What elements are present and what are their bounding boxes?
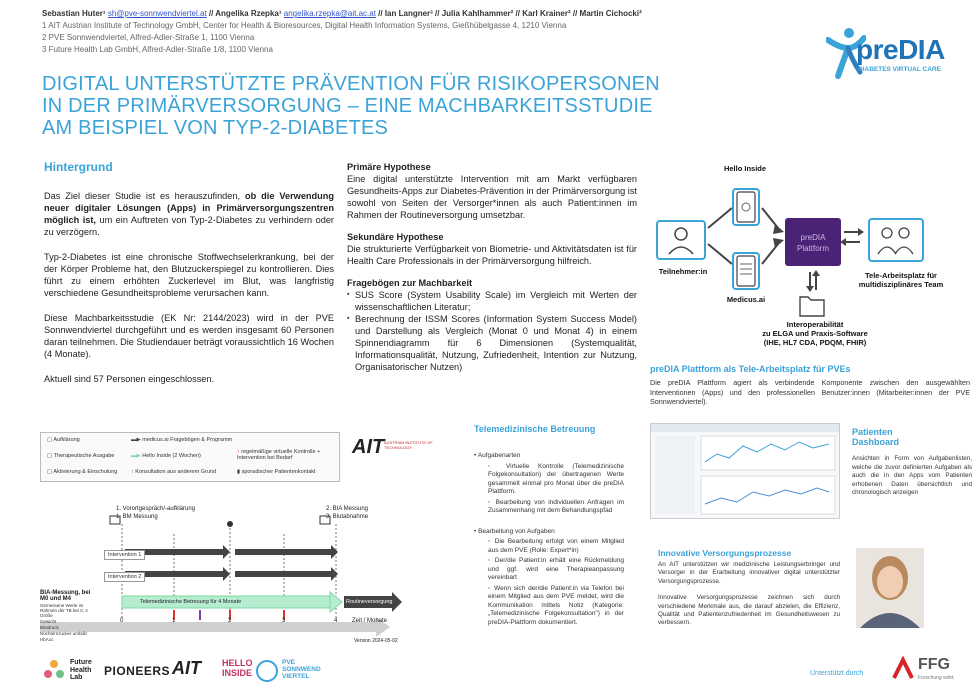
bia-item: Gewicht	[40, 619, 57, 624]
bia-item: Nüchternzucker umfaßt HbA1c	[40, 631, 87, 642]
routine-arrow-label: Routineversorgung	[346, 599, 393, 605]
architecture-diagram	[650, 160, 970, 360]
background-section	[44, 160, 334, 385]
paragraph: Das Ziel dieser Studie ist es herauszufinden, ob die Verwendung neuer digitaler Lösungen (Apps) in Primärversorgungszentren möglich ist, um ein Auftreten von Typ-2-Diabetes zu verhindern oder zu verzögern.	[44, 191, 334, 237]
section-heading: Hintergrund	[44, 160, 113, 174]
dashboard-caption	[852, 427, 972, 498]
list-item: ◦ Die Bearbeitung erfolgt von einem Mitglied aus dem PVE (Rolle: Expert*in)	[488, 538, 624, 554]
hypotheses-section	[347, 161, 637, 373]
innovation-section	[658, 548, 840, 628]
author-email-link[interactable]: angelika.rzepka@ait.ac.at	[283, 9, 376, 18]
hypothesis-text: Eine digital unterstützte Intervention mit am Markt verfügbaren Gesundheits-Apps zur Diabetes-Prävention in der Primärversorgung ist sowohl von Seiten der Versorger*innen als auch Patient:innen im Rahmen der Routineversorgung umsetzbar.	[347, 174, 637, 220]
list-heading: • Bearbeitung von Aufgaben	[474, 527, 555, 535]
ffg-text: FFG	[918, 656, 950, 673]
smartphone-icon	[734, 254, 758, 288]
list-item: ▪ SUS Score (System Usability Scale) im Vergleich mit Werten der wissenschaftlichen Literatur;	[347, 289, 637, 313]
ffg-mark-icon	[890, 656, 916, 682]
paragraph: Die preDIA Plattform agiert als verbindende Komponente zwischen den ausgewählten Interventionen (Apps) und den professionellen Benutzer:innen (Mitarbeiter:innen der PVE Sonnwendviertel).	[650, 378, 970, 406]
hello-inside-logo: HELLO INSIDE	[222, 658, 253, 678]
author-names: Sebastian Huter¹	[42, 9, 106, 18]
smartphone-icon	[734, 190, 758, 224]
timeline-figure	[40, 424, 440, 654]
legend-item: ↑ regelmäßige virtuelle Kontrolle + Intervention bei Bedarf	[237, 449, 321, 461]
ffg-logo	[890, 656, 970, 686]
timeline-milestone: 1. BM Messung	[116, 514, 158, 520]
list-item: ◦ Bearbeitung von individuellen Anfragen im Zusammenhang mit dem Behandlungspfad	[488, 498, 624, 514]
legend-item: ▬▶ Hello Inside (2 Wochen)	[131, 453, 201, 459]
section-heading: preDIA Plattform als Tele-Arbeitsplatz für PVEs	[650, 364, 851, 374]
questionnaire-list	[347, 289, 637, 373]
axis-tick: 2	[228, 618, 232, 624]
paragraph: An AIT unterstützen wir medizinische Leistungserbringer und Versorger in der Erarbeitung innovativer digital unterstützter Versorgungsprozesse.	[658, 561, 840, 585]
section-heading: Innovative Versorgungsprozesse	[658, 548, 792, 558]
predia-logo	[826, 22, 966, 82]
axis-tick: 4	[334, 618, 338, 624]
folder-icon	[798, 292, 826, 318]
timeline-milestone: 2. BIA Messung	[326, 506, 369, 512]
pve-logo: PVE SONNWEND VIERTEL	[282, 659, 321, 680]
logo-tagline: DIABETES VIRTUAL CARE	[858, 66, 941, 73]
person-icon	[658, 222, 704, 258]
interop-label: Interoperabilität zu ELGA und Praxis-Software (IHE, HL7 CDA, PDQM, FHIR)	[762, 320, 868, 347]
telemed-tasks	[474, 452, 624, 627]
bia-sub: Gemessene Werte im Rahmen der TB bei 0, 4	[40, 603, 88, 613]
doctors-icon	[870, 220, 922, 260]
platform-section	[650, 364, 970, 407]
intervention-label: Intervention 1	[104, 550, 145, 560]
author-block	[42, 8, 782, 56]
legend-item: ▢ Aufklärung	[47, 437, 80, 443]
list-item: ▪ Berechnung der ISSM Scores (Information System Success Model) und Darstellung als Vergleich (Monat 0 und Monat 4) in einem Spinnendiagramm für 6 Dimensionen (Systemqualität, Informationsqualität, Nutzung, Zufriedenheit, Intention zur Nutzung, Organisatorischer Nutzen)	[347, 313, 637, 373]
bia-item: Blutdruck	[40, 625, 59, 630]
pve-circle-icon	[256, 660, 278, 682]
bia-box	[40, 590, 100, 643]
timeline-milestone: 1. Vorortgespräch/-aufklärung	[116, 506, 196, 512]
dashboard-chart-icon	[651, 432, 839, 518]
ffg-sub: Forschung wirkt.	[918, 675, 955, 681]
future-health-lab-logo: Future Health Lab	[70, 659, 92, 681]
legend-item: ▮ sporadischer Patientenkontakt	[237, 469, 316, 475]
predia-platform-box: preDIA Plattform	[785, 218, 841, 266]
hypothesis-heading: Primäre Hypothese	[347, 162, 431, 172]
affiliation: 2 PVE Sonnwendviertel, Alfred-Adler-Straße 1, 1100 Vienna	[42, 33, 255, 42]
medicus-app	[732, 252, 760, 290]
timeline-legend	[40, 432, 340, 482]
hypothesis-text: Die strukturierte Verfügbarkeit von Biometrie- und Aktivitätsdaten ist für Health Care Professionals in der Primärversorgung hilfreich.	[347, 244, 637, 266]
list-item: ◦ Virtuelle Kontrolle (Telemedizinische Folgekonsultation) der übertragenen Werte gesammelt einmal pro Monat über die preDIA Plattform.	[488, 462, 624, 495]
timeline-milestone: 3. Blutabnahme	[326, 514, 369, 520]
paragraph: Innovative Versorgungsprozesse zeichnen sich durch verschiedene Merkmale aus, die darauf abzielen, die Effizienz, Qualität und Patientenzufriedenheit im Gesundheitswesen zu verbessern.	[658, 594, 840, 627]
poster-title	[42, 73, 702, 139]
portrait-photo	[856, 548, 924, 628]
paragraph: Aktuell sind 57 Personen eingeschlossen.	[44, 374, 215, 384]
author-email-link[interactable]: sh@pve-sonnwendviertel.at	[107, 9, 207, 18]
paragraph: Diese Machbarkeitsstudie (EK Nr: 2144/2023) wird in der PVE Sonnwendviertel durchgeführt und es werden insgesamt 60 Personen daran teilnehmen. Die Studiendauer beträgt voraussichtlich 16 Wochen (4 Monate).	[44, 313, 334, 359]
footer-logos	[42, 656, 402, 686]
medicus-label: Medicus.ai	[726, 295, 766, 304]
hello-inside-label: Hello Inside	[723, 164, 767, 173]
legend-item: ▬▶ medicus.ai Fragebögen & Programm	[131, 437, 233, 443]
paragraph: Ansichten in Form von Aufgabenlisten, welche die zuvor definierten Aufgaben als auch die in den Apps vom Patienten erhobenen Daten übersichtlich und chronologisch anzeigen	[852, 455, 972, 496]
author-portrait	[856, 548, 924, 628]
ait-footer-logo: AIT	[172, 658, 201, 678]
section-heading: Telemedizinische Betreuung	[474, 424, 596, 434]
questionnaire-heading: Fragebögen zur Machbarkeit	[347, 278, 473, 288]
list-item: ◦ Der/die Patient:in erhält eine Rückmeldung und ggf. wird eine Therapieanpassung vereinbart	[488, 557, 624, 581]
telemed-arrow-label: Telemedizinische Betreuung für 4 Monate	[140, 599, 242, 605]
tele-workplace-box	[868, 218, 924, 262]
version-label: Version 2024-05-02	[354, 638, 398, 644]
title-line: IN DER PRIMÄRVERSORGUNG – EINE MACHBARKEITSSTUDIE	[42, 95, 653, 117]
axis-tick: 0	[120, 618, 124, 624]
author-names: // Angelika Rzepka¹	[208, 9, 282, 18]
legend-item: ▢ Therapeutische Ausgabe	[47, 453, 115, 459]
title-line: AM BEISPIEL VON TYP-2-DIABETES	[42, 117, 389, 139]
affiliation: 3 Future Health Lab GmbH, Alfred-Adler-Straße 1/8, 1100 Vienna	[42, 45, 273, 54]
title-line: DIGITAL UNTERSTÜTZTE PRÄVENTION FÜR RISIKOPERSONEN	[42, 73, 660, 95]
legend-item: ▢ Aktivierung & Einschulung	[47, 469, 118, 475]
participant-label: Teilnehmer:in	[658, 267, 708, 276]
logo-brand: preDIA	[856, 34, 945, 65]
section-heading: Dashboard	[852, 437, 900, 447]
participant-box	[656, 220, 706, 260]
ait-logo-sub: AUSTRIAN INSTITUTE OF TECHNOLOGY	[384, 440, 433, 450]
dashboard-screenshot	[650, 423, 840, 519]
axis-tick: 3	[282, 618, 286, 624]
bia-heading: BIA-Messung, bei M0 und M4	[40, 590, 91, 602]
axis-label: Zeit / Monate	[352, 618, 388, 624]
hypothesis-heading: Sekundäre Hypothese	[347, 232, 444, 242]
affiliation: 1 AIT Austrian Institute of Technology GmbH, Center for Health & Bioresources, Digital Health Information Systems, Gießhübelgasse 4, 1210 Vienna	[42, 21, 567, 30]
section-heading: Patienten	[852, 427, 893, 437]
telemed-section	[474, 424, 624, 627]
list-item: ◦ Wenn sich der/die Patient:in via Telefon bei einem Mitglied aus dem PVE meldet, wird die Kommunikation mittels Notiz (Kategorie: „Telemedizinische Folgekonsultation") in der preDIA-Plattform dokumentiert.	[488, 584, 624, 626]
hello-inside-app	[732, 188, 760, 226]
author-names: // Ian Langner³ // Julia Kahlhammer² // Karl Krainer² // Martin Cichocki²	[378, 9, 642, 18]
pioneers-logo: PIONEERS	[104, 664, 171, 678]
future-health-lab-icon	[42, 658, 66, 682]
ait-logo: AIT	[352, 436, 385, 458]
list-heading: • Aufgabenarten	[474, 452, 521, 459]
paragraph: Typ-2-Diabetes ist eine chronische Stoffwechselerkrankung, bei der der Körper Probleme hat, den Blutzuckerspiegel zu kontrollieren. Dies führt zu einem erhöhten Zuckerlevel im Blut, was langfristig verschiedene Gesundheitsprobleme verursachen kann.	[44, 252, 334, 298]
bia-item: Größe	[40, 613, 53, 618]
intervention-label: Intervention 2	[104, 572, 145, 582]
axis-tick: 1	[172, 618, 176, 624]
tele-workplace-label: Tele-Arbeitsplatz für multidisziplinäres Team	[858, 271, 944, 289]
legend-item: ↑ Konsultation aus anderem Grund	[131, 469, 216, 475]
supported-by-label: Unterstützt durch	[810, 670, 864, 677]
